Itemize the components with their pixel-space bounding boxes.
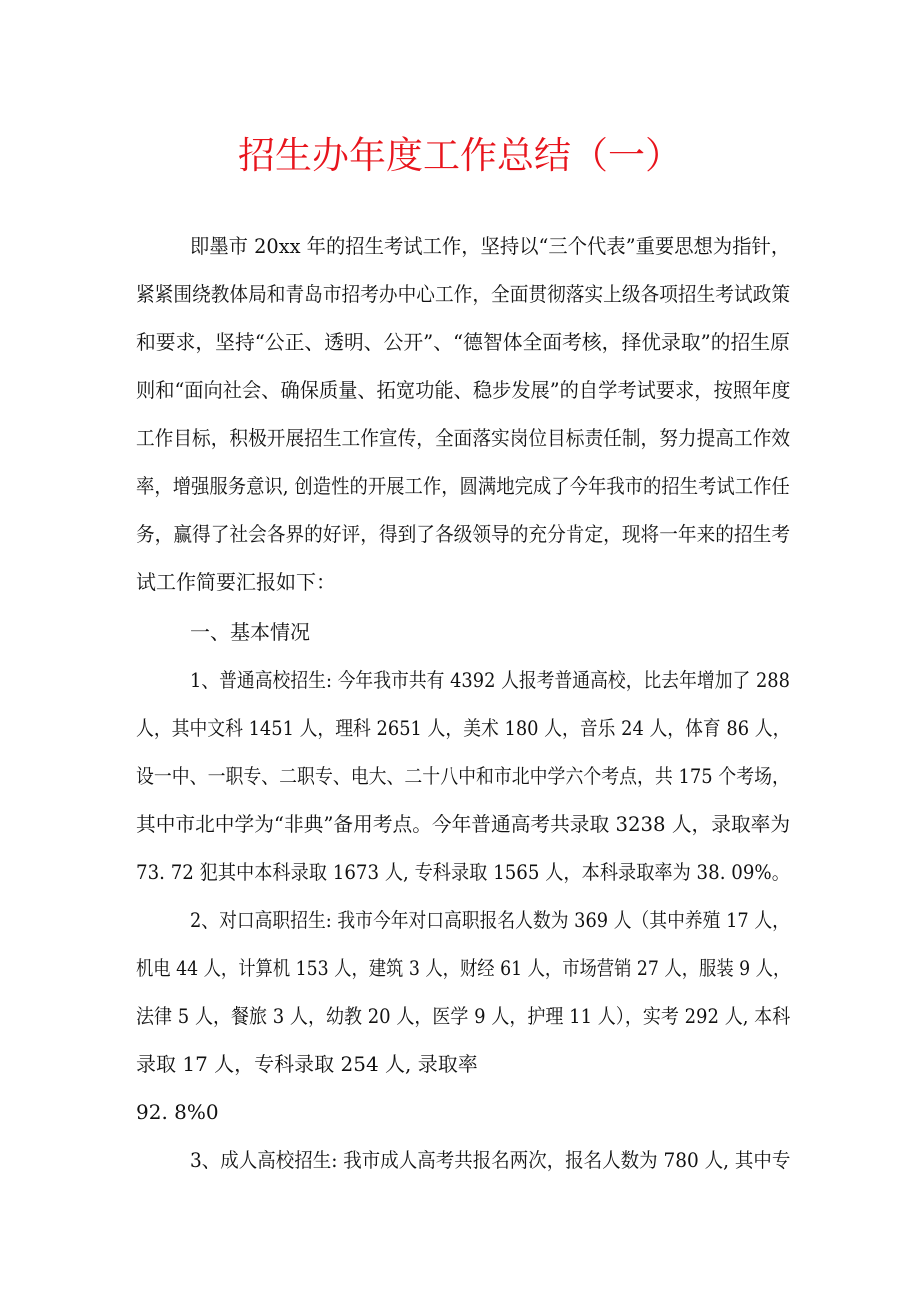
item2-line-5: 92. 8%0	[136, 1100, 219, 1124]
item1-line-2: 人，其中文科 1451 人，理科 2651 人，美术 180 人，音乐 24 人，体育 86 人，	[136, 716, 791, 740]
item2-line-3: 法律 5 人，餐旅 3 人，幼教 20 人，医学 9 人，护理 11 人），实考 292 人, 本科	[136, 1004, 791, 1028]
intro-line-5: 工作目标，积极开展招生工作宣传，全面落实岗位目标责任制，努力提高工作效	[136, 426, 791, 450]
intro-line-2: 紧紧围绕教体局和青岛市招考办中心工作，全面贯彻落实上级各项招生考试政策	[136, 282, 791, 306]
item3-line-1: 3、成人高校招生: 我市成人高考共报名两次，报名人数为 780 人, 其中专	[190, 1148, 791, 1172]
item1-line-3: 设一中、一职专、二职专、电大、二十八中和市北中学六个考点，共 175 个考场，	[136, 764, 790, 788]
section-heading-basic: 一、基本情况	[190, 620, 310, 644]
intro-line-4: 则和“面向社会、确保质量、拓宽功能、稳步发展”的自学考试要求，按照年度	[136, 378, 791, 402]
item2-line-4: 录取 17 人，专科录取 254 人, 录取率	[136, 1052, 478, 1076]
intro-line-8: 试工作简要汇报如下：	[136, 570, 336, 594]
item1-line-4: 其中市北中学为“非典”备用考点。今年普通高考共录取 3238 人，录取率为	[136, 812, 791, 836]
intro-line-1: 即墨市 20xx 年的招生考试工作，坚持以“三个代表”重要思想为指针，	[190, 234, 791, 258]
item1-line-5: 73. 72 犯其中本科录取 1673 人, 专科录取 1565 人，本科录取率为 38. 09%。	[136, 860, 790, 884]
intro-line-3: 和要求，坚持“公正、透明、公开”、“德智体全面考核，择优录取”的招生原	[136, 330, 790, 354]
item2-line-2: 机电 44 人，计算机 153 人，建筑 3 人，财经 61 人，市场营销 27 人，服装 9 人，	[136, 956, 791, 980]
item2-line-1: 2、对口高职招生: 我市今年对口高职报名人数为 369 人（其中养殖 17 人，	[190, 908, 790, 932]
intro-line-6: 率，增强服务意识, 创造性的开展工作，圆满地完成了今年我市的招生考试工作任	[136, 474, 790, 498]
page-title: 招生办年度工作总结（一）	[238, 134, 682, 177]
intro-line-7: 务，赢得了社会各界的好评，得到了各级领导的充分肯定，现将一年来的招生考	[136, 522, 791, 546]
item1-line-1: 1、普通高校招生: 今年我市共有 4392 人报考普通高校，比去年增加了 288	[190, 668, 790, 692]
